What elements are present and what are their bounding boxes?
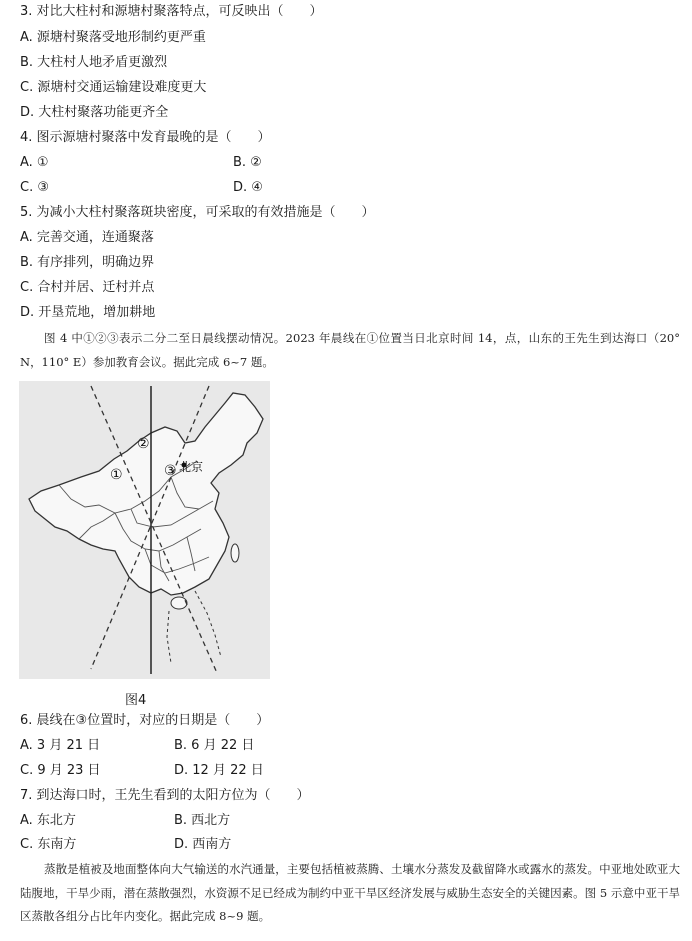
q3-option-c: C. 源塘村交通运输建设难度更大 [20,80,207,95]
label-1: ① [110,467,123,483]
q4-stem: 4. 图示源塘村聚落中发育最晚的是（ ） [20,130,271,145]
hainan-island [171,597,187,609]
q3-stem: 3. 对比大柱村和源塘村聚落特点，可反映出（ ） [20,4,323,19]
q3-option-b: B. 大柱村人地矛盾更激烈 [20,55,168,70]
q7-stem: 7. 到达海口时，王先生看到的太阳方位为（ ） [20,788,310,803]
label-beijing: 北京 [179,460,204,474]
q5-option-a: A. 完善交通，连通聚落 [20,230,154,245]
label-2: ② [137,436,150,452]
q6-option-b: B. 6 月 22 日 [174,738,255,753]
q7-option-b: B. 西北方 [174,813,231,828]
q5-stem: 5. 为减小大柱村聚落斑块密度，可采取的有效措施是（ ） [20,205,375,220]
figure-caption: 图4 [125,693,147,708]
q3-option-d: D. 大柱村聚落功能更齐全 [20,105,169,120]
intro-paragraph-8-9: 蒸散是植被及地面整体向大气输送的水汽通量，主要包括植被蒸腾、土壤水分蒸发及截留降水或露水的蒸发。中亚地处欧亚大陆腹地，干旱少雨，潜在蒸散强烈，水资源不足已经成为制约中亚干旱区经济发展与威胁生态安全的关键因素。图 5 示意中亚干旱区蒸散各组分占比年内变化。据此完成 8~9 题。 [20,862,680,923]
label-3: ③ [164,463,177,479]
q6-stem: 6. 晨线在③位置时，对应的日期是（ ） [20,713,270,728]
q7-option-d: D. 西南方 [174,837,232,852]
q5-option-b: B. 有序排列，明确边界 [20,255,155,270]
figure-4-map [19,381,270,679]
intro-paragraph-6-7: 图 4 中①②③表示二分二至日晨线摆动情况。2023 年晨线在①位置当日北京时间 14，点，山东的王先生到达海口（20° N，110° E）参加教育会议。据此完成 6~7 题。 [20,331,680,369]
q4-option-a: A. ① [20,155,49,170]
q4-option-c: C. ③ [20,180,49,195]
q6-option-a: A. 3 月 21 日 [20,738,101,753]
q4-option-b: B. ② [233,155,262,170]
taiwan-island [231,544,239,562]
q7-option-a: A. 东北方 [20,813,76,828]
q5-option-d: D. 开垦荒地，增加耕地 [20,305,156,320]
q3-option-a: A. 源塘村聚落受地形制约更严重 [20,30,206,45]
q6-option-c: C. 9 月 23 日 [20,763,101,778]
q7-option-c: C. 东南方 [20,837,77,852]
q4-option-d: D. ④ [233,180,263,195]
q5-option-c: C. 合村并居、迁村并点 [20,280,155,295]
q6-option-d: D. 12 月 22 日 [174,763,264,778]
